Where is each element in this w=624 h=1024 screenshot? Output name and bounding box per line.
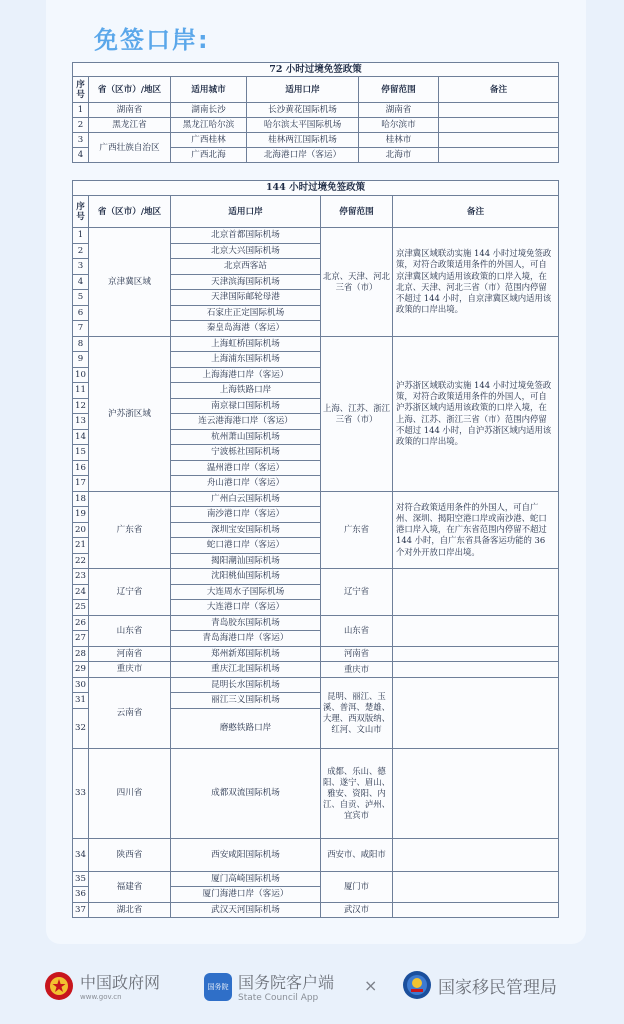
col-header-scope: 停留范围: [321, 196, 393, 228]
port-cell: 大连周水子国际机场: [171, 584, 321, 600]
note-cell: [393, 838, 559, 871]
province-cell: 福建省: [89, 871, 171, 902]
scope-cell: 河南省: [321, 646, 393, 662]
port-cell: 大连港口岸（客运）: [171, 600, 321, 616]
table-72h-caption: 72 小时过境免签政策: [73, 63, 559, 77]
port-cell: 哈尔滨太平国际机场: [247, 118, 359, 133]
province-cell: 湖北省: [89, 902, 171, 918]
row-number: 30: [73, 677, 89, 693]
port-cell: 南沙港口岸（客运）: [171, 507, 321, 523]
port-cell: 石家庄正定国际机场: [171, 305, 321, 321]
note-cell: [393, 902, 559, 918]
table-144h: [72, 180, 559, 918]
port-cell: 上海浦东国际机场: [171, 352, 321, 368]
row-number: 36: [73, 887, 89, 903]
note-cell: [393, 569, 559, 616]
row-number: 1: [73, 228, 89, 244]
province-cell: 山东省: [89, 615, 171, 646]
row-number: 16: [73, 460, 89, 476]
note-cell: [393, 615, 559, 646]
app-name: 国务院客户端: [238, 973, 335, 992]
row-number: 11: [73, 383, 89, 399]
page-title: 免签口岸:: [94, 26, 210, 54]
row-number: 7: [73, 321, 89, 337]
col-header-city: 适用城市: [171, 77, 247, 103]
note-cell: 沪苏浙区域联动实施 144 小时过境免签政策，对符合政策适用条件的外国人，可自沪苏浙区域内适用该政策的口岸入境，在上海、江苏、浙江三省（市）范围内停留不超过 144 小时，自沪苏浙区域内适用该政策的口岸出境。: [393, 336, 559, 491]
scope-cell: 上海、江苏、浙江三省（市）: [321, 336, 393, 491]
note-cell: [439, 148, 559, 163]
note-cell: [393, 871, 559, 902]
row-number: 13: [73, 414, 89, 430]
port-cell: 秦皇岛海港（客运）: [171, 321, 321, 337]
row-number: 5: [73, 290, 89, 306]
scope-cell: 成都、乐山、德阳、遂宁、眉山、雅安、资阳、内江、自贡、泸州、宜宾市: [321, 748, 393, 838]
col-header-note: 备注: [439, 77, 559, 103]
port-cell: 温州港口岸（客运）: [171, 460, 321, 476]
port-cell: 天津国际邮轮母港: [171, 290, 321, 306]
row-number: 12: [73, 398, 89, 414]
row-number: 14: [73, 429, 89, 445]
table-row: [73, 103, 559, 118]
row-number: 23: [73, 569, 89, 585]
row-number: 2: [73, 118, 89, 133]
city-cell: 广西北海: [171, 148, 247, 163]
port-cell: 南京禄口国际机场: [171, 398, 321, 414]
port-cell: 西安咸阳国际机场: [171, 838, 321, 871]
port-cell: 成都双流国际机场: [171, 748, 321, 838]
table-row: [73, 228, 559, 244]
port-cell: 厦门高崎国际机场: [171, 871, 321, 887]
port-cell: 舟山港口岸（客运）: [171, 476, 321, 492]
separator: [364, 976, 377, 995]
row-number: 4: [73, 274, 89, 290]
row-number: 29: [73, 662, 89, 678]
table-row: [73, 133, 559, 148]
scope-cell: 广东省: [321, 491, 393, 569]
port-cell: 丽江三义国际机场: [171, 693, 321, 709]
row-number: 31: [73, 693, 89, 709]
times-icon: ×: [364, 976, 378, 995]
port-cell: 重庆江北国际机场: [171, 662, 321, 678]
note-cell: [393, 748, 559, 838]
table-row: [73, 336, 559, 352]
row-number: 33: [73, 748, 89, 838]
scope-cell: 山东省: [321, 615, 393, 646]
table-row: [73, 646, 559, 662]
port-cell: 上海海港口岸（客运）: [171, 367, 321, 383]
port-cell: 北京西客站: [171, 259, 321, 275]
port-cell: 天津滨海国际机场: [171, 274, 321, 290]
port-cell: 青岛胶东国际机场: [171, 615, 321, 631]
scope-cell: 重庆市: [321, 662, 393, 678]
port-cell: 昆明长水国际机场: [171, 677, 321, 693]
province-cell: 四川省: [89, 748, 171, 838]
row-number: 17: [73, 476, 89, 492]
province-cell: 湖南省: [89, 103, 171, 118]
immigration-badge-icon: [402, 970, 432, 1000]
table-row: [73, 677, 559, 693]
port-cell: 沈阳桃仙国际机场: [171, 569, 321, 585]
note-cell: 京津冀区域联动实施 144 小时过境免签政策，对符合政策适用条件的外国人，可自京津冀区域内适用该政策的口岸入境，在北京、天津、河北三省（市）范围内停留不超过 144 小时，自京津冀区域内适用该政策的口岸出境。: [393, 228, 559, 337]
national-emblem-icon: [44, 971, 74, 1001]
row-number: 18: [73, 491, 89, 507]
row-number: 2: [73, 243, 89, 259]
port-cell: 上海铁路口岸: [171, 383, 321, 399]
row-number: 32: [73, 708, 89, 748]
note-cell: [393, 646, 559, 662]
col-header-no: 序号: [73, 77, 89, 103]
scope-cell: 北京、天津、河北三省（市）: [321, 228, 393, 337]
port-cell: 青岛海港口岸（客运）: [171, 631, 321, 647]
table-row: [73, 871, 559, 887]
app-logo-group[interactable]: [204, 970, 334, 1003]
note-cell: [439, 103, 559, 118]
province-cell: 重庆市: [89, 662, 171, 678]
row-number: 24: [73, 584, 89, 600]
note-cell: [393, 677, 559, 748]
col-header-port: 适用口岸: [247, 77, 359, 103]
gov-name: 中国政府网: [80, 973, 161, 992]
province-cell: 辽宁省: [89, 569, 171, 616]
city-cell: 广西桂林: [171, 133, 247, 148]
row-number: 25: [73, 600, 89, 616]
row-number: 4: [73, 148, 89, 163]
table-row: [73, 662, 559, 678]
state-council-app-icon: [204, 973, 232, 1001]
scope-cell: 武汉市: [321, 902, 393, 918]
row-number: 20: [73, 522, 89, 538]
app-badge-text: 国务院: [207, 982, 229, 991]
scope-cell: 西安市、咸阳市: [321, 838, 393, 871]
province-cell: 广东省: [89, 491, 171, 569]
scope-cell: 厦门市: [321, 871, 393, 902]
province-cell: 京津冀区域: [89, 228, 171, 337]
scope-cell: 哈尔滨市: [359, 118, 439, 133]
table-row: [73, 902, 559, 918]
table-row: [73, 838, 559, 871]
scope-cell: 昆明、丽江、玉溪、普洱、楚雄、大理、西双版纳、红河、文山市: [321, 677, 393, 748]
row-number: 26: [73, 615, 89, 631]
col-header-note: 备注: [393, 196, 559, 228]
scope-cell: 湖南省: [359, 103, 439, 118]
port-cell: 广州白云国际机场: [171, 491, 321, 507]
row-number: 10: [73, 367, 89, 383]
row-number: 15: [73, 445, 89, 461]
row-number: 3: [73, 133, 89, 148]
port-cell: 宁波栎社国际机场: [171, 445, 321, 461]
row-number: 6: [73, 305, 89, 321]
col-header-province: 省（区市）/地区: [89, 196, 171, 228]
scope-cell: 桂林市: [359, 133, 439, 148]
port-cell: 蛇口港口岸（客运）: [171, 538, 321, 554]
row-number: 34: [73, 838, 89, 871]
row-number: 35: [73, 871, 89, 887]
province-cell: 云南省: [89, 677, 171, 748]
row-number: 19: [73, 507, 89, 523]
gov-url: www.gov.cn: [80, 993, 122, 1001]
row-number: 21: [73, 538, 89, 554]
port-cell: 深圳宝安国际机场: [171, 522, 321, 538]
port-cell: 厦门海港口岸（客运）: [171, 887, 321, 903]
row-number: 9: [73, 352, 89, 368]
scope-cell: 北海市: [359, 148, 439, 163]
row-number: 3: [73, 259, 89, 275]
row-number: 22: [73, 553, 89, 569]
province-cell: 河南省: [89, 646, 171, 662]
row-number: 27: [73, 631, 89, 647]
nia-name: 国家移民管理局: [438, 977, 557, 998]
city-cell: 黑龙江哈尔滨: [171, 118, 247, 133]
scope-cell: 辽宁省: [321, 569, 393, 616]
table-144h-body: [73, 228, 559, 918]
province-cell: 广西壮族自治区: [89, 133, 171, 163]
port-cell: 磨憨铁路口岸: [171, 708, 321, 748]
note-cell: [439, 133, 559, 148]
note-cell: 对符合政策适用条件的外国人，可自广州、深圳、揭阳空港口岸或南沙港、蛇口港口岸入境，在广东省范围内停留不超过 144 小时，自广东省具备客运功能的 36 个对外开放口岸出境。: [393, 491, 559, 569]
table-row: [73, 615, 559, 631]
row-number: 8: [73, 336, 89, 352]
province-cell: 沪苏浙区域: [89, 336, 171, 491]
note-cell: [439, 118, 559, 133]
table-row: [73, 748, 559, 838]
row-number: 1: [73, 103, 89, 118]
footer: [0, 952, 624, 1024]
row-number: 37: [73, 902, 89, 918]
col-header-scope: 停留范围: [359, 77, 439, 103]
app-subtitle: State Council App: [238, 993, 319, 1003]
port-cell: 北京大兴国际机场: [171, 243, 321, 259]
note-cell: [393, 662, 559, 678]
col-header-port: 适用口岸: [171, 196, 321, 228]
gov-logo-group[interactable]: [44, 970, 160, 1001]
col-header-no: 序号: [73, 196, 89, 228]
table-row: [73, 491, 559, 507]
port-cell: 北京首都国际机场: [171, 228, 321, 244]
port-cell: 上海虹桥国际机场: [171, 336, 321, 352]
port-cell: 揭阳潮汕国际机场: [171, 553, 321, 569]
port-cell: 长沙黄花国际机场: [247, 103, 359, 118]
port-cell: 北海港口岸（客运）: [247, 148, 359, 163]
city-cell: 湖南长沙: [171, 103, 247, 118]
port-cell: 桂林两江国际机场: [247, 133, 359, 148]
port-cell: 杭州萧山国际机场: [171, 429, 321, 445]
province-cell: 黑龙江省: [89, 118, 171, 133]
col-header-province: 省（区市）/地区: [89, 77, 171, 103]
province-cell: 陕西省: [89, 838, 171, 871]
row-number: 28: [73, 646, 89, 662]
table-row: [73, 118, 559, 133]
port-cell: 武汉天河国际机场: [171, 902, 321, 918]
nia-logo-group[interactable]: [402, 970, 557, 1000]
table-row: [73, 569, 559, 585]
port-cell: 郑州新郑国际机场: [171, 646, 321, 662]
table-72h: [72, 62, 559, 163]
port-cell: 连云港海港口岸（客运）: [171, 414, 321, 430]
table-144h-caption: 144 小时过境免签政策: [73, 181, 559, 196]
